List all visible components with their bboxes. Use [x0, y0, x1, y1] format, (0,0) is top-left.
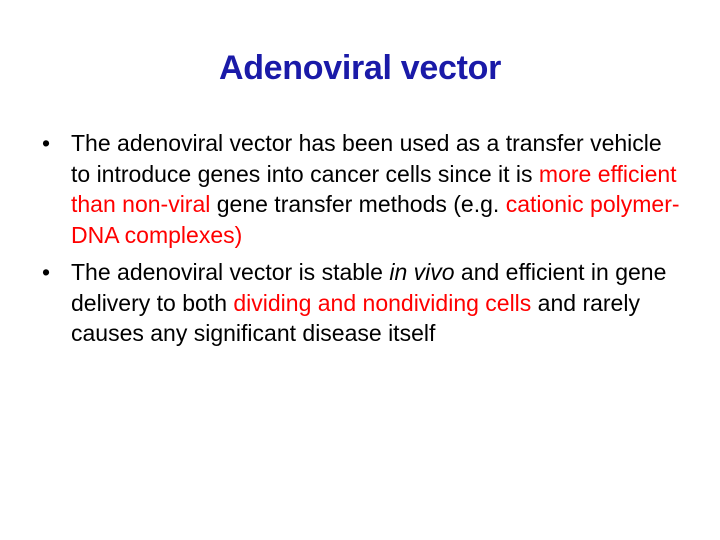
bullet-highlight-text: more efficient than non-viral — [71, 160, 677, 217]
bullet-text-segment: The adenoviral vector is stable — [71, 259, 390, 285]
bullet-item — [40, 257, 680, 349]
bullet-text-segment: and rarely causes any significant disease itself — [71, 289, 640, 346]
bullet-text-segment: and efficient in gene delivery to both — [71, 259, 667, 316]
bullet-text-segment: gene transfer methods (e.g. — [210, 191, 506, 217]
bullet-item — [40, 128, 680, 250]
bullet-highlight-text: cationic polymer-DNA complexes) — [71, 191, 680, 248]
slide-title: Adenoviral vector — [218, 49, 502, 87]
bullet-icon: • — [42, 130, 51, 156]
bullet-highlight-text: dividing and nondividing cells — [233, 289, 532, 316]
bullet-italic-text: in vivo — [389, 259, 455, 285]
bullet-icon: • — [42, 259, 51, 285]
bullet-list — [40, 128, 680, 356]
bullet-text-segment: The adenoviral vector has been used as a transfer vehicle to introduce genes into cancer cells since it is — [71, 130, 662, 187]
